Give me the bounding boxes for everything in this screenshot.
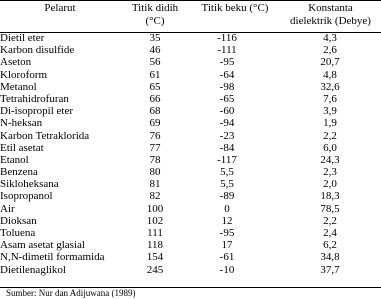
freezing-point-cell: -10 [219, 263, 235, 276]
dielectric-cell: 20,7 [320, 56, 340, 69]
freezing-point-cell: 12 [221, 214, 233, 227]
dielectric-cell: 6,2 [323, 239, 337, 252]
dielectric-cell: 2,4 [323, 227, 337, 239]
boiling-point-cell: 65 [149, 80, 161, 93]
solvent-cell: Kloroform [0, 68, 48, 81]
header-solvent-label: Pelarut [44, 2, 76, 14]
freezing-point-cell: -94 [219, 117, 235, 130]
dielectric-cell: 24,3 [320, 153, 340, 166]
freezing-point-cell: -65 [219, 92, 235, 105]
boiling-point-cell: 81 [149, 178, 161, 191]
boiling-point-cell: 61 [149, 68, 161, 81]
freezing-point-cell: -116 [217, 32, 237, 44]
boiling-point-cell: 102 [146, 214, 164, 227]
header-boiling-point-label: Titik didih [131, 2, 179, 14]
dielectric-cell: 2,2 [323, 214, 337, 227]
dielectric-cell: 1,9 [323, 117, 337, 130]
header-freezing-point-label: Titik beku (°C) [201, 2, 269, 14]
dielectric-cell: 3,9 [323, 105, 337, 118]
freezing-point-cell: -23 [219, 129, 235, 142]
freezing-point-cell: -61 [219, 251, 235, 264]
boiling-point-cell: 46 [149, 44, 161, 57]
freezing-point-cell: 5,5 [220, 166, 234, 179]
solvent-cell: Air [0, 202, 15, 215]
header-dielectric-constant [280, 2, 381, 28]
header-dielectric-unit: dielektrik (Debye) [290, 15, 371, 27]
dielectric-cell: 18,3 [320, 190, 340, 203]
dielectric-cell: 2,3 [323, 166, 337, 179]
boiling-point-cell: 76 [149, 129, 161, 142]
freezing-point-cell: -98 [219, 80, 235, 93]
header-solvent [0, 2, 120, 15]
boiling-point-cell: 80 [149, 166, 161, 179]
freezing-point-cell: -95 [219, 227, 235, 239]
header-boiling-point-unit: (°C) [145, 15, 165, 27]
solvent-cell: Tetrahidrofuran [0, 92, 69, 105]
header-boiling-point [120, 2, 190, 28]
dielectric-cell: 32,6 [320, 80, 340, 93]
solvent-cell: Dietil eter [0, 32, 45, 44]
solvent-cell: N-heksan [0, 117, 43, 130]
dielectric-cell: 7,6 [323, 92, 337, 105]
solvent-cell: Toluena [0, 227, 36, 239]
boiling-point-cell: 68 [149, 105, 161, 118]
boiling-point-cell: 78 [149, 153, 161, 166]
table-body [0, 33, 381, 277]
boiling-point-cell: 69 [149, 117, 161, 130]
boiling-point-cell: 100 [146, 202, 164, 215]
table-source-note: Sumber: Nur dan Adijuwana (1989) [6, 288, 136, 298]
dielectric-cell: 2,2 [323, 129, 337, 142]
freezing-point-cell: -64 [219, 68, 235, 81]
freezing-point-cell: -95 [219, 56, 235, 69]
boiling-point-cell: 245 [146, 263, 164, 276]
freezing-point-cell: 0 [224, 202, 230, 215]
solvent-cell: Dietilenaglikol [0, 263, 66, 276]
solvent-cell: Dioksan [0, 214, 37, 227]
boiling-point-cell: 154 [146, 251, 164, 264]
solvent-cell: Etil asetat [0, 141, 44, 154]
boiling-point-cell: 118 [146, 239, 164, 252]
boiling-point-cell: 77 [149, 141, 161, 154]
boiling-point-cell: 35 [149, 32, 161, 44]
dielectric-cell: 6,0 [323, 141, 337, 154]
solvent-cell: Benzena [0, 166, 38, 179]
freezing-point-cell: -84 [219, 141, 235, 154]
boiling-point-cell: 66 [149, 92, 161, 105]
dielectric-cell: 78,5 [320, 202, 340, 215]
header-freezing-point [190, 2, 280, 15]
freezing-point-cell: 5,5 [220, 178, 234, 191]
solvent-cell: Karbon Tetraklorida [0, 129, 90, 142]
dielectric-cell: 34,8 [320, 251, 340, 264]
freezing-point-cell: -117 [217, 153, 237, 166]
solvent-cell: Karbon disulfide [0, 44, 75, 57]
boiling-point-cell: 111 [147, 227, 163, 239]
solvent-cell: Isopropanol [0, 190, 53, 203]
boiling-point-cell: 82 [149, 190, 161, 203]
solvent-cell: Asam asetat glasial [0, 239, 85, 252]
table-top-rule [0, 0, 381, 1]
dielectric-cell: 4,8 [323, 68, 337, 81]
solvent-cell: Sikloheksana [0, 178, 59, 191]
freezing-point-cell: -111 [217, 44, 237, 57]
solvent-cell: Aseton [0, 56, 32, 69]
header-dielectric-label: Konstanta [308, 2, 353, 14]
solvent-cell: Di-isopropil eter [0, 105, 74, 118]
solvent-cell: Etanol [0, 153, 29, 166]
dielectric-cell: 2,0 [323, 178, 337, 191]
freezing-point-cell: -89 [219, 190, 235, 203]
freezing-point-cell: 17 [221, 239, 233, 252]
freezing-point-cell: -60 [219, 105, 235, 118]
boiling-point-cell: 56 [149, 56, 161, 69]
dielectric-cell: 4,3 [323, 32, 337, 44]
dielectric-cell: 2,6 [323, 44, 337, 57]
solvent-cell: N,N-dimetil formamida [0, 251, 105, 264]
dielectric-cell: 37,7 [320, 263, 340, 276]
table-row [0, 265, 381, 277]
solvent-cell: Metanol [0, 80, 37, 93]
